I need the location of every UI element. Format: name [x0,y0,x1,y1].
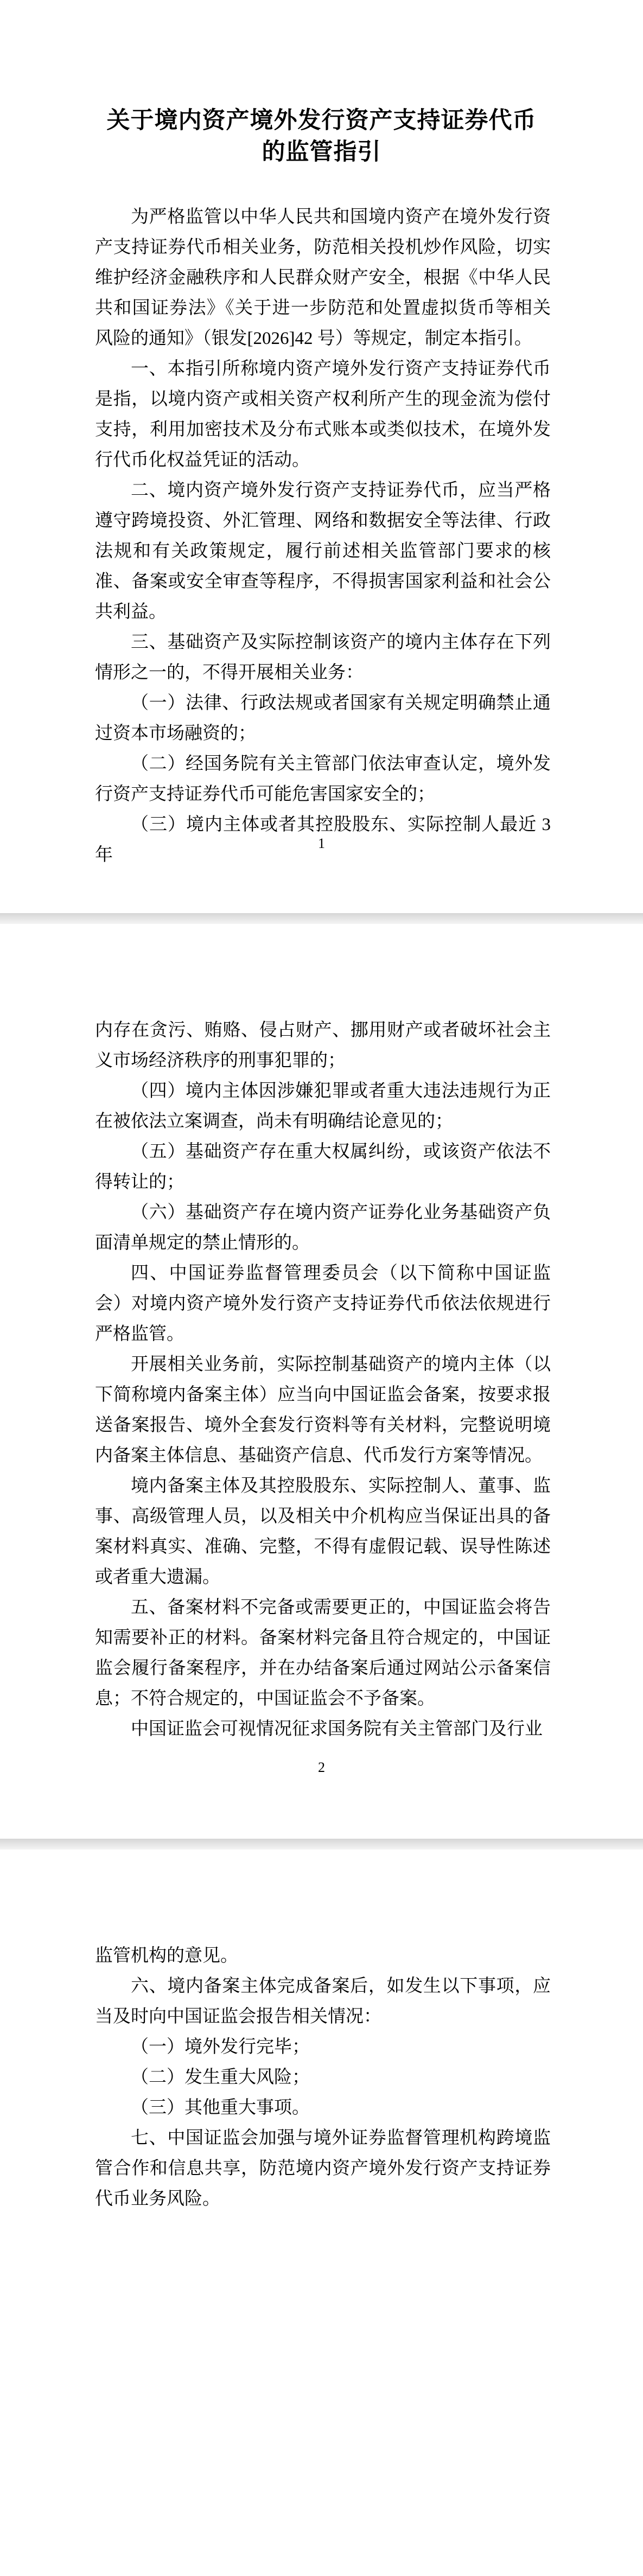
page-1-number: 1 [318,836,325,851]
paragraph: （三）其他重大事项。 [131,2098,310,2118]
document-title-line-1: 关于境内资产境外发行资产支持证券代币 [106,108,537,133]
paragraph: （五）基础资产存在重大权属纠纷，或该资产依法不得转让的； [95,1142,551,1192]
paragraph: 六、境内备案主体完成备案后，如发生以下事项，应当及时向中国证监会报告相关情况： [95,1976,551,2026]
page-3-body [95,1941,551,2214]
paragraph: （四）境内主体因涉嫌犯罪或者重大违法违规行为正在被依法立案调查，尚未有明确结论意见的； [95,1081,551,1131]
paragraph: 七、中国证监会加强与境外证券监督管理机构跨境监管合作和信息共享，防范境内资产境外发行资产支持证券代币业务风险。 [95,2128,551,2209]
paragraph: 三、基础资产及实际控制该资产的境内主体存在下列情形之一的，不得开展相关业务： [95,633,551,683]
paragraph: 内存在贪污、贿赂、侵占财产、挪用财产或者破坏社会主义市场经济秩序的刑事犯罪的； [95,1021,551,1070]
paragraph: （一）法律、行政法规或者国家有关规定明确禁止通过资本市场融资的； [95,693,551,743]
paragraph: 五、备案材料不完备或需要更正的，中国证监会将告知需要补正的材料。备案材料完备且符合规定的，中国证监会履行备案程序，并在办结备案后通过网站公示备案信息；不符合规定的，中国证监会不予备案。 [95,1598,551,1708]
paragraph: （一）境外发行完毕； [131,2037,310,2057]
paragraph: 监管机构的意见。 [95,1946,238,1966]
page-2-number: 2 [318,1759,325,1775]
page-2 [0,924,643,1839]
paragraph: 为严格监管以中华人民共和国境内资产在境外发行资产支持证券代币相关业务，防范相关投机炒作风险，切实维护经济金融秩序和人民群众财产安全，根据《中华人民共和国证券法》《关于进一步防范和处置虚拟货币等相关风险的通知》（银发[2026]42 号）等规定，制定本指引。 [95,207,551,348]
paragraph: （六）基础资产存在境内资产证券化业务基础资产负面清单规定的禁止情形的。 [95,1203,551,1253]
paragraph: （二）发生重大风险； [131,2068,310,2087]
paragraph: （二）经国务院有关主管部门依法审查认定，境外发行资产支持证券代币可能危害国家安全的； [95,754,551,804]
page-2-body [95,1015,551,1744]
paragraph: （三）境内主体或者其控股股东、实际控制人最近 3 年 [95,815,551,865]
paragraph: 中国证监会可视情况征求国务院有关主管部门及行业 [131,1719,543,1739]
paragraph: 一、本指引所称境内资产境外发行资产支持证券代币是指，以境内资产或相关资产权利所产生的现金流为偿付支持，利用加密技术及分布式账本或类似技术，在境外发行代币化权益凭证的活动。 [95,359,551,470]
paragraph: 二、境内资产境外发行资产支持证券代币，应当严格遵守跨境投资、外汇管理、网络和数据安全等法律、行政法规和有关政策规定，履行前述相关监管部门要求的核准、备案或安全审查等程序，不得损害国家利益和社会公共利益。 [95,481,551,622]
page-3 [0,1850,643,2576]
page-1-body [95,202,551,870]
page-gap-1 [0,913,643,924]
document-title [0,105,643,168]
page-1 [0,0,643,913]
paragraph: 四、中国证券监督管理委员会（以下简称中国证监会）对境内资产境外发行资产支持证券代币依法依规进行严格监管。 [95,1264,551,1344]
paragraph: 境内备案主体及其控股股东、实际控制人、董事、监事、高级管理人员，以及相关中介机构应当保证出具的备案材料真实、准确、完整，不得有虚假记载、误导性陈述或者重大遗漏。 [95,1476,551,1587]
page-gap-2 [0,1839,643,1850]
paragraph: 开展相关业务前，实际控制基础资产的境内主体（以下简称境内备案主体）应当向中国证监会备案，按要求报送备案报告、境外全套发行资料等有关材料，完整说明境内备案主体信息、基础资产信息、代币发行方案等情况。 [95,1355,551,1465]
document-title-line-2: 的监管指引 [262,139,381,165]
